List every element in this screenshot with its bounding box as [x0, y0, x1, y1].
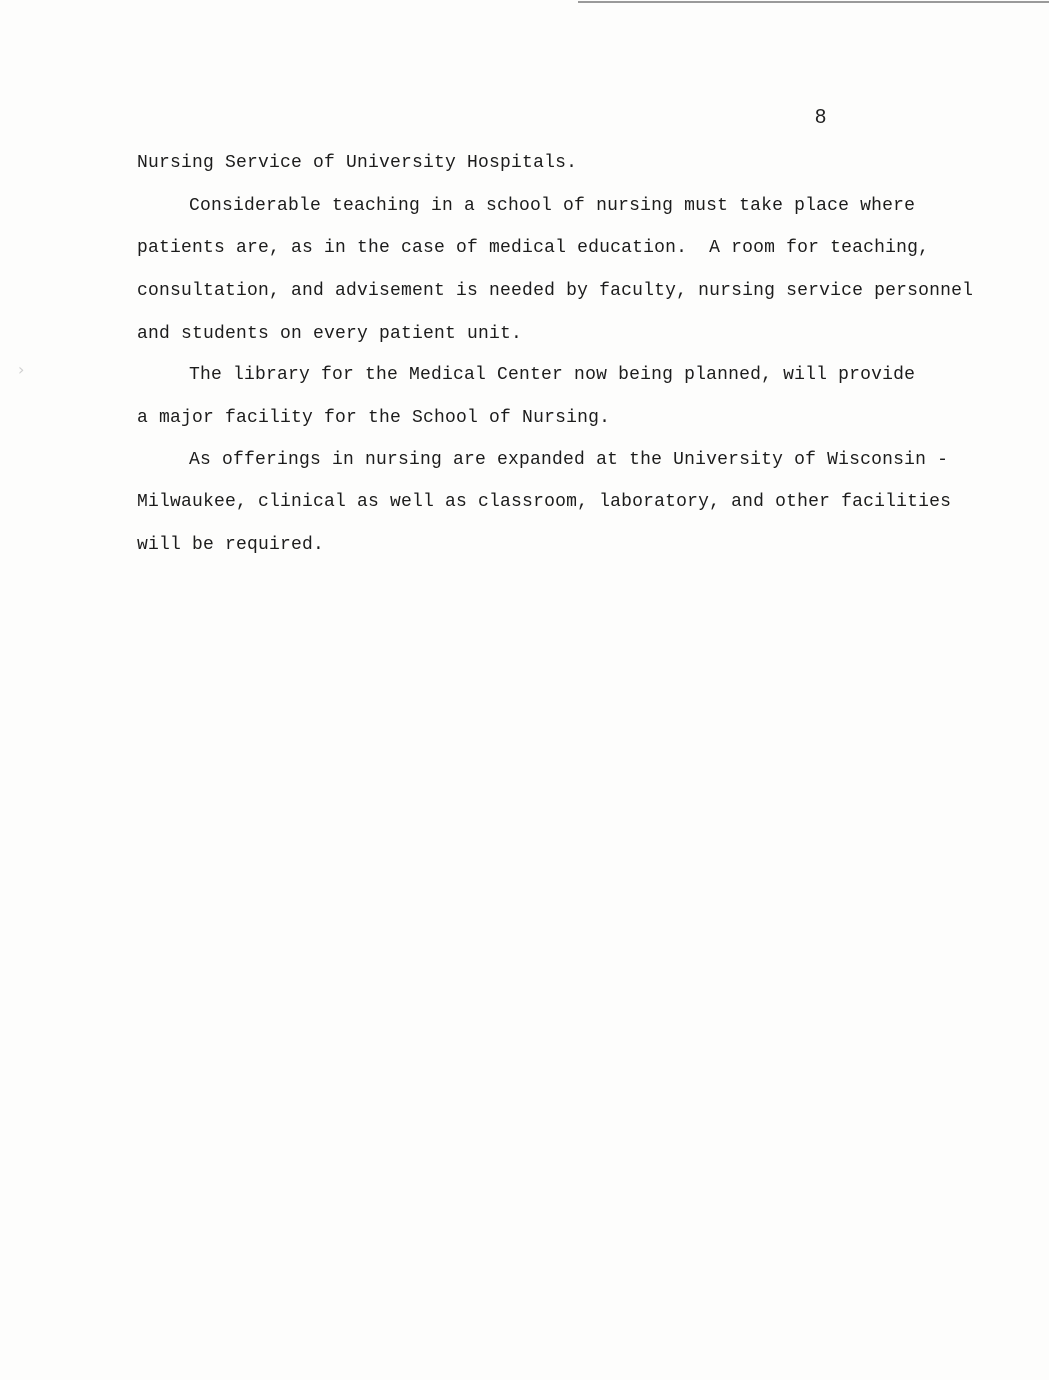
page-number: 8 [815, 106, 827, 128]
text-line: will be required. [137, 535, 325, 555]
text-line: Considerable teaching in a school of nursing must take place where [189, 196, 916, 216]
text-line: and students on every patient unit. [137, 324, 523, 344]
text-line: Nursing Service of University Hospitals. [137, 153, 578, 173]
text-line: The library for the Medical Center now being planned, will provide [189, 365, 916, 385]
text-line: Milwaukee, clinical as well as classroom, laboratory, and other facilities [137, 492, 952, 512]
text-line: patients are, as in the case of medical education. A room for teaching, [137, 238, 930, 258]
text-line: a major facility for the School of Nursing. [137, 408, 611, 428]
text-line: consultation, and advisement is needed by faculty, nursing service personnel [137, 281, 974, 301]
text-line: As offerings in nursing are expanded at the University of Wisconsin - [189, 450, 949, 470]
top-edge-rule [578, 1, 1049, 3]
scan-mark-glyph: › [18, 360, 25, 379]
